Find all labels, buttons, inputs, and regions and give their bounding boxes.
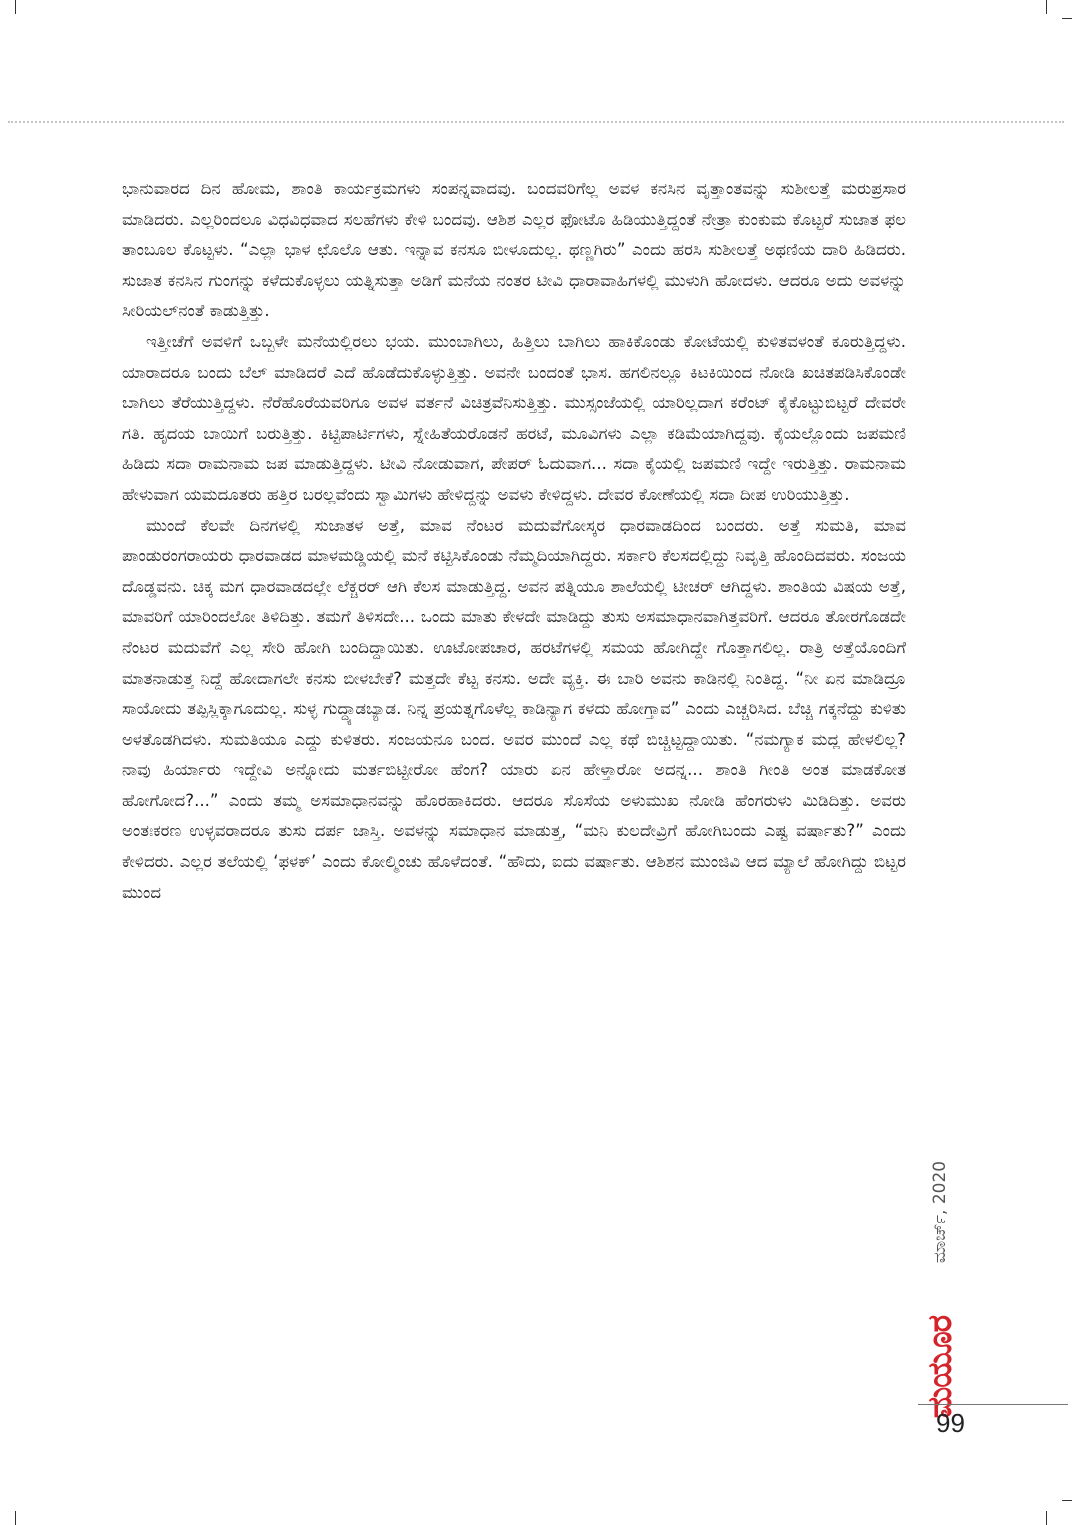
crop-mark-bottom-right xyxy=(1046,1511,1047,1525)
header-dotted-rule xyxy=(8,121,1064,123)
magazine-logo: ಮಯೂರ xyxy=(920,1315,959,1419)
paragraph: ಭಾನುವಾರದ ದಿನ ಹೋಮ, ಶಾಂತಿ ಕಾರ್ಯಕ್ರಮಗಳು ಸಂಪನ್ನವಾದವು. ಬಂದವರಿಗೆಲ್ಲ ಅವಳ ಕನಸಿನ ವೃತ್ತಾಂತವನ್ನು ಸುಶೀಲತ್ತೆ ಮರುಪ್ರಸಾರ ಮಾಡಿದರು. ಎಲ್ಲರಿಂದಲೂ ವಿಧವಿಧವಾದ ಸಲಹೆಗಳು ಕೇಳಿ ಬಂದವು. ಆಶಿಶ ಎಲ್ಲರ ಫೋಟೊ ಹಿಡಿಯುತ್ತಿದ್ದಂತೆ ನೇತ್ರಾ ಕುಂಕುಮ ಕೊಟ್ಟರೆ ಸುಜಾತ ಫಲ ತಾಂಬೂಲ ಕೊಟ್ಟಳು. “ಎಲ್ಲಾ ಭಾಳ ಛೊಲೊ ಆತು. ಇನ್ನಾವ ಕನಸೂ ಬೀಳೂದುಲ್ಲ. ಥಣ್ಣಗಿರು” ಎಂದು ಹರಸಿ ಸುಶೀಲತ್ತೆ ಅಥಣಿಯ ದಾರಿ ಹಿಡಿದರು. ಸುಜಾತ ಕನಸಿನ ಗುಂಗನ್ನು ಕಳೆದುಕೊಳ್ಳಲು ಯತ್ನಿಸುತ್ತಾ ಅಡಿಗೆ ಮನೆಯ ನಂತರ ಟೀವಿ ಧಾರಾವಾಹಿಗಳಲ್ಲಿ ಮುಳುಗಿ ಹೋದಳು. ಆದರೂ ಅದು ಅವಳನ್ನು ಸೀರಿಯಲ್‌ನಂತೆ ಕಾಡುತ್ತಿತ್ತು. xyxy=(122,179,906,321)
crop-mark-top-left xyxy=(15,0,16,14)
crop-mark-right-bottom xyxy=(1062,1500,1072,1501)
page-number: 99 xyxy=(936,1408,965,1438)
crop-mark-top-right xyxy=(1046,0,1047,14)
folio xyxy=(912,1082,970,1422)
folio-rule xyxy=(918,1404,1068,1405)
paragraph: ಮುಂದೆ ಕೆಲವೇ ದಿನಗಳಲ್ಲಿ ಸುಜಾತಳ ಅತ್ತೆ, ಮಾವ ನೆಂಟರ ಮದುವೆಗೋಸ್ಕರ ಧಾರವಾಡದಿಂದ ಬಂದರು. ಅತ್ತೆ ಸುಮತಿ, ಮಾವ ಪಾಂಡುರಂಗರಾಯರು ಧಾರವಾಡದ ಮಾಳಮಡ್ಡಿಯಲ್ಲಿ ಮನೆ ಕಟ್ಟಿಸಿಕೊಂಡು ನೆಮ್ಮದಿಯಾಗಿದ್ದರು. ಸರ್ಕಾರಿ ಕೆಲಸದಲ್ಲಿದ್ದು ನಿವೃತ್ತಿ ಹೊಂದಿದವರು. ಸಂಜಯ ದೊಡ್ಡವನು. ಚಿಕ್ಕ ಮಗ ಧಾರವಾಡದಲ್ಲೇ ಲೆಕ್ಚರರ್ ಆಗಿ ಕೆಲಸ ಮಾಡುತ್ತಿದ್ದ. ಅವನ ಪತ್ನಿಯೂ ಶಾಲೆಯಲ್ಲಿ ಟೀಚರ್ ಆಗಿದ್ದಳು. ಶಾಂತಿಯ ವಿಷಯ ಅತ್ತೆ, ಮಾವರಿಗೆ ಯಾರಿಂದಲೋ ತಿಳಿದಿತ್ತು. ತಮಗೆ ತಿಳಿಸದೇ... ಒಂದು ಮಾತು ಕೇಳದೇ ಮಾಡಿದ್ದು ತುಸು ಅಸಮಾಧಾನವಾಗಿತ್ತವರಿಗೆ. ಆದರೂ ತೋರಗೊಡದೇ ನೆಂಟರ ಮದುವೆಗೆ ಎಲ್ಲ ಸೇರಿ ಹೋಗಿ ಬಂದಿದ್ದಾಯಿತು. ಊಟೋಪಚಾರ, ಹರಟೆಗಳಲ್ಲಿ ಸಮಯ ಹೋಗಿದ್ದೇ ಗೊತ್ತಾಗಲಿಲ್ಲ. ರಾತ್ರಿ ಅತ್ತೆಯೊಂದಿಗೆ ಮಾತನಾಡುತ್ತ ನಿದ್ದೆ ಹೋದಾಗಲೇ ಕನಸು ಬೀಳಬೇಕೆ? ಮತ್ತದೇ ಕೆಟ್ಟ ಕನಸು. ಅದೇ ವ್ಯಕ್ತಿ. ಈ ಬಾರಿ ಅವನು ಕಾಡಿನಲ್ಲಿ ನಿಂತಿದ್ದ. “ನೀ ಏನ ಮಾಡಿದ್ರೂ ಸಾಯೋದು ತಪ್ಪಿಸ್ಲಿಕ್ಕಾಗೂದುಲ್ಲ. ಸುಳ್ಳ ಗುದ್ದ್ಯಾಡಬ್ಯಾಡ. ನಿನ್ನ ಪ್ರಯತ್ನಗೊಳೆಲ್ಲ ಕಾಡಿನ್ಯಾಗ ಕಳದು ಹೋಗ್ತಾವ” ಎಂದು ಎಚ್ಚರಿಸಿದ. ಬೆಚ್ಚಿ ಗಕ್ಕನೆದ್ದು ಕುಳಿತು ಅಳತೊಡಗಿದಳು. ಸುಮತಿಯೂ ಎದ್ದು ಕುಳಿತರು. ಸಂಜಯನೂ ಬಂದ. ಅವರ ಮುಂದೆ ಎಲ್ಲ ಕಥೆ ಬಿಚ್ಚಿಟ್ಟದ್ದಾಯಿತು. “ನಮಗ್ಯಾಕ ಮದ್ಲ ಹೇಳಲಿಲ್ಲ? ನಾವು ಹಿರ್ಯಾರು ಇದ್ದೇವಿ ಅನ್ನೋದು ಮರ್ತಬಿಟ್ಟೀರೋ ಹೆಂಗ? ಯಾರು ಏನ ಹೇಳ್ತಾರೋ ಅದನ್ನ... ಶಾಂತಿ ಗೀಂತಿ ಅಂತ ಮಾಡಕೋತ ಹೋಗೋದ?...” ಎಂದು ತಮ್ಮ ಅಸಮಾಧಾನವನ್ನು ಹೊರಹಾಕಿದರು. ಆದರೂ ಸೊಸೆಯ ಅಳುಮುಖ ನೋಡಿ ಹೆಂಗರುಳು ಮಿಡಿದಿತ್ತು. ಅವರು ಅಂತಃಕರಣ ಉಳ್ಳವರಾದರೂ ತುಸು ದರ್ಪ ಜಾಸ್ತಿ. ಅವಳನ್ನು ಸಮಾಧಾನ ಮಾಡುತ್ತ, “ಮನಿ ಕುಲದೇವ್ರಿಗೆ ಹೋಗಿಬಂದು ಎಷ್ಟ ವರ್ಷಾತು?” ಎಂದು ಕೇಳಿದರು. ಎಲ್ಲರ ತಲೆಯಲ್ಲಿ ‘ಫಳಕ್’ ಎಂದು ಕೋಲ್ಮಿಂಚು ಹೊಳೆದಂತೆ. “ಹೌದು, ಐದು ವರ್ಷಾತು. ಆಶಿಶನ ಮುಂಜಿವಿ ಆದ ಮ್ಯಾಲೆ ಹೋಗಿದ್ದು ಬಿಟ್ಟರ ಮುಂದ xyxy=(122,515,906,902)
crop-mark-bottom-left xyxy=(15,1511,16,1525)
paragraph: ಇತ್ತೀಚೆಗೆ ಅವಳಿಗೆ ಒಬ್ಬಳೇ ಮನೆಯಲ್ಲಿರಲು ಭಯ. ಮುಂಬಾಗಿಲು, ಹಿತ್ತಿಲು ಬಾಗಿಲು ಹಾಕಿಕೊಂಡು ಕೋಟೆಯಲ್ಲಿ ಕುಳಿತವಳಂತೆ ಕೂರುತ್ತಿದ್ದಳು. ಯಾರಾದರೂ ಬಂದು ಬೆಲ್ ಮಾಡಿದರೆ ಎದೆ ಹೊಡೆದುಕೊಳ್ಳುತ್ತಿತ್ತು. ಅವನೇ ಬಂದಂತೆ ಭಾಸ. ಹಗಲಿನಲ್ಲೂ ಕಿಟಕಿಯಿಂದ ನೋಡಿ ಖಚಿತಪಡಿಸಿಕೊಂಡೇ ಬಾಗಿಲು ತೆರೆಯುತ್ತಿದ್ದಳು. ನೆರೆಹೊರೆಯವರಿಗೂ ಅವಳ ವರ್ತನೆ ವಿಚಿತ್ರವೆನಿಸುತ್ತಿತ್ತು. ಮುಸ್ಸಂಜೆಯಲ್ಲಿ ಯಾರಿಲ್ಲದಾಗ ಕರೆಂಟ್ ಕೈಕೊಟ್ಟುಬಿಟ್ಟರೆ ದೇವರೇ ಗತಿ. ಹೃದಯ ಬಾಯಿಗೆ ಬರುತ್ತಿತ್ತು. ಕಿಟ್ಟಿಪಾರ್ಟಿಗಳು, ಸ್ನೇಹಿತೆಯರೊಡನೆ ಹರಟೆ, ಮೂವಿಗಳು ಎಲ್ಲಾ ಕಡಿಮೆಯಾಗಿದ್ದವು. ಕೈಯಲ್ಲೊಂದು ಜಪಮಣಿ ಹಿಡಿದು ಸದಾ ರಾಮನಾಮ ಜಪ ಮಾಡುತ್ತಿದ್ದಳು. ಟೀವಿ ನೋಡುವಾಗ, ಪೇಪರ್ ಓದುವಾಗ... ಸದಾ ಕೈಯಲ್ಲಿ ಜಪಮಣಿ ಇದ್ದೇ ಇರುತ್ತಿತ್ತು. ರಾಮನಾಮ ಹೇಳುವಾಗ ಯಮದೂತರು ಹತ್ತಿರ ಬರಲ್ಲವೆಂದು ಸ್ವಾಮಿಗಳು ಹೇಳಿದ್ದನ್ನು ಅವಳು ಕೇಳಿದ್ದಳು. ದೇವರ ಕೋಣೆಯಲ್ಲಿ ಸದಾ ದೀಪ ಉರಿಯುತ್ತಿತ್ತು. xyxy=(122,331,906,504)
article-body xyxy=(122,174,906,908)
issue-date: ಮಾರ್ಚ್, 2020 xyxy=(930,1160,950,1264)
crop-mark-right-top xyxy=(1062,18,1072,19)
